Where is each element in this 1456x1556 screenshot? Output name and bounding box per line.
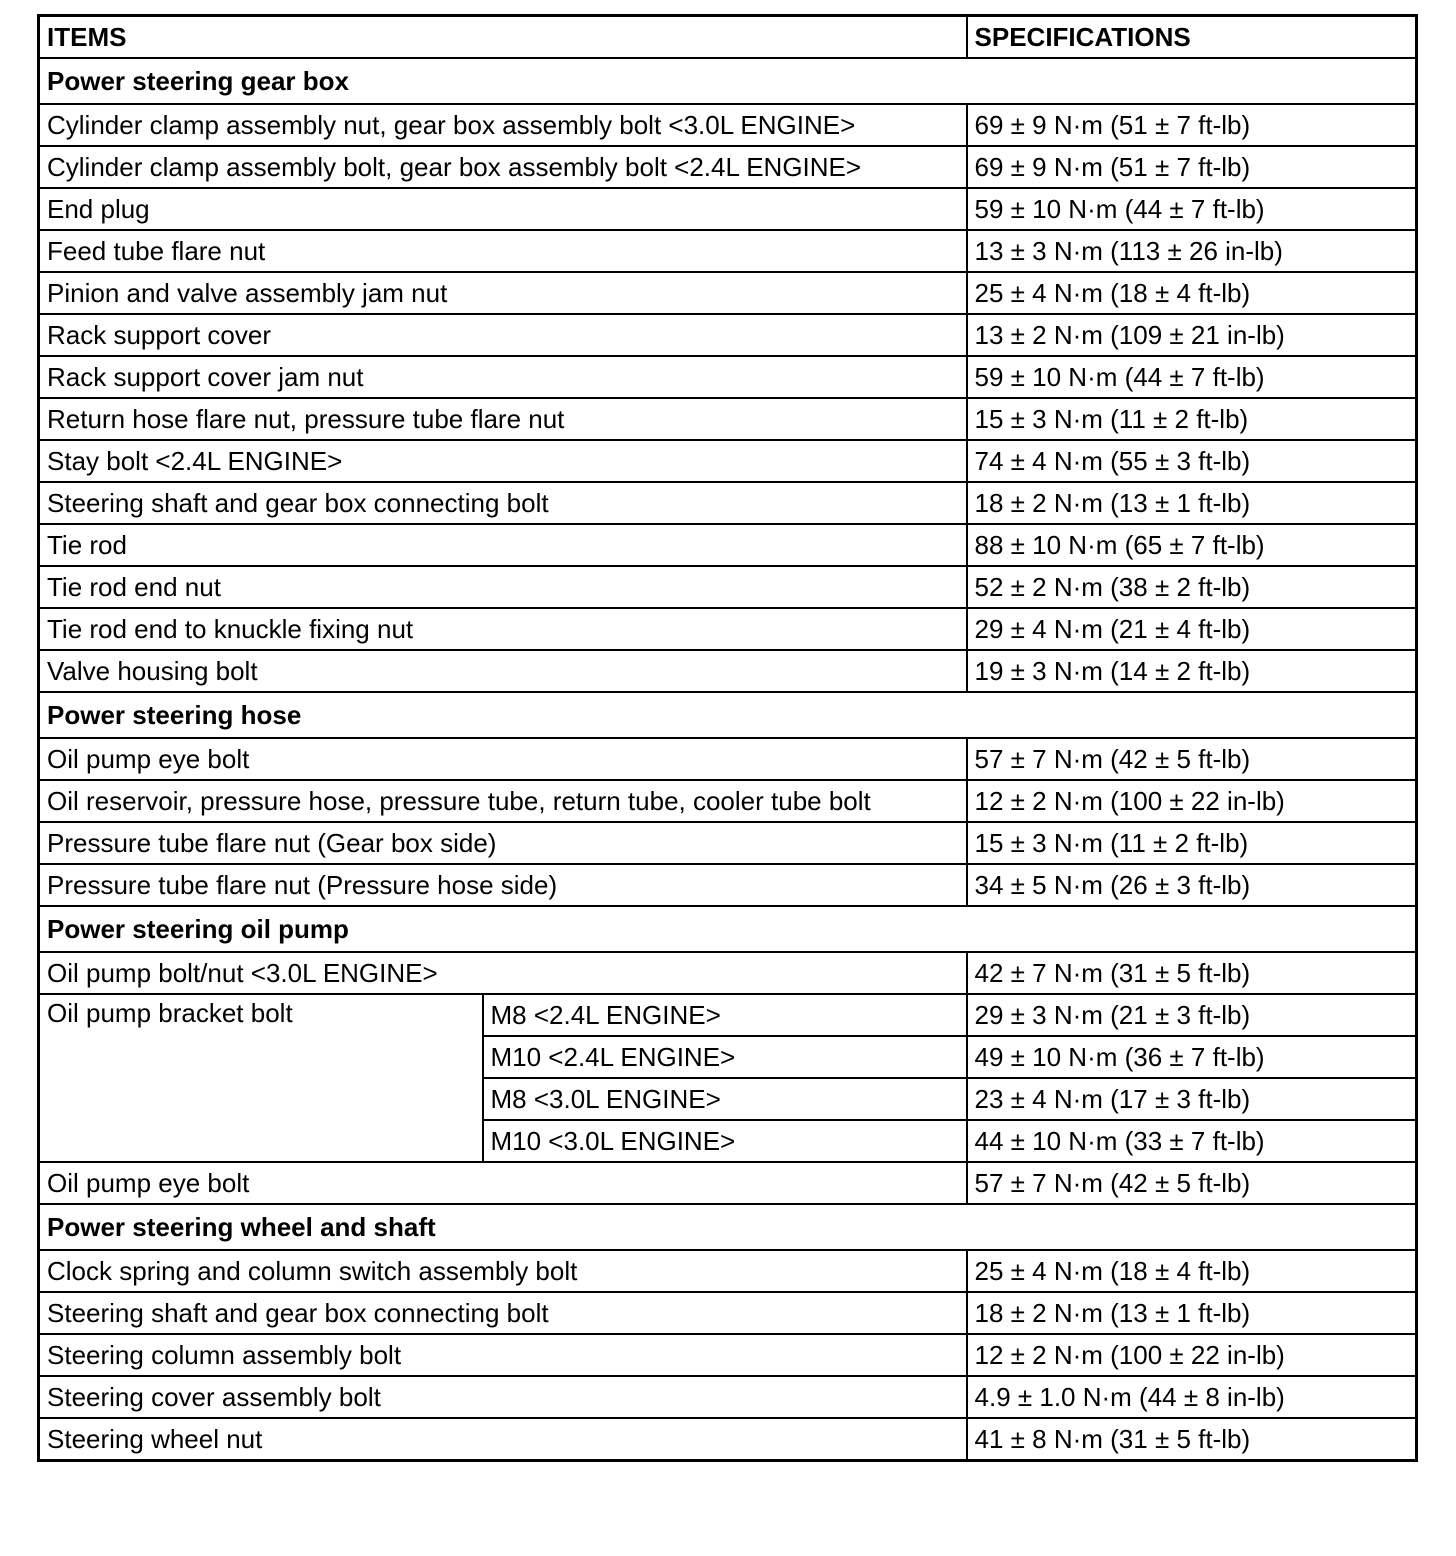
table-row bbox=[39, 994, 1417, 1036]
item-cell: Return hose flare nut, pressure tube flare nut bbox=[39, 398, 967, 440]
spec-cell: 42 ± 7 N·m (31 ± 5 ft-lb) bbox=[967, 952, 1417, 994]
torque-spec-table bbox=[37, 14, 1418, 1462]
spec-cell: 69 ± 9 N·m (51 ± 7 ft-lb) bbox=[967, 104, 1417, 146]
table-row bbox=[39, 566, 1417, 608]
spec-cell: 15 ± 3 N·m (11 ± 2 ft-lb) bbox=[967, 398, 1417, 440]
item-cell: Steering cover assembly bolt bbox=[39, 1376, 967, 1418]
section-row bbox=[39, 58, 1417, 104]
header-row bbox=[39, 16, 1417, 59]
spec-cell: 44 ± 10 N·m (33 ± 7 ft-lb) bbox=[967, 1120, 1417, 1162]
section-title: Power steering gear box bbox=[39, 58, 1417, 104]
spec-cell: 69 ± 9 N·m (51 ± 7 ft-lb) bbox=[967, 146, 1417, 188]
spec-cell: 34 ± 5 N·m (26 ± 3 ft-lb) bbox=[967, 864, 1417, 906]
item-cell: End plug bbox=[39, 188, 967, 230]
table-row bbox=[39, 608, 1417, 650]
spec-cell: 13 ± 2 N·m (109 ± 21 in-lb) bbox=[967, 314, 1417, 356]
bracket-size-cell: M8 <3.0L ENGINE> bbox=[483, 1078, 967, 1120]
spec-cell: 57 ± 7 N·m (42 ± 5 ft-lb) bbox=[967, 1162, 1417, 1204]
item-cell: Clock spring and column switch assembly bolt bbox=[39, 1250, 967, 1292]
section-title: Power steering hose bbox=[39, 692, 1417, 738]
table-row bbox=[39, 780, 1417, 822]
spec-cell: 29 ± 4 N·m (21 ± 4 ft-lb) bbox=[967, 608, 1417, 650]
spec-cell: 18 ± 2 N·m (13 ± 1 ft-lb) bbox=[967, 1292, 1417, 1334]
items-header: ITEMS bbox=[39, 16, 967, 59]
table-row bbox=[39, 524, 1417, 566]
table-row bbox=[39, 1376, 1417, 1418]
spec-cell: 74 ± 4 N·m (55 ± 3 ft-lb) bbox=[967, 440, 1417, 482]
spec-cell: 13 ± 3 N·m (113 ± 26 in-lb) bbox=[967, 230, 1417, 272]
table-row bbox=[39, 272, 1417, 314]
item-cell: Stay bolt <2.4L ENGINE> bbox=[39, 440, 967, 482]
section-row bbox=[39, 1204, 1417, 1250]
spec-cell: 88 ± 10 N·m (65 ± 7 ft-lb) bbox=[967, 524, 1417, 566]
spec-cell: 59 ± 10 N·m (44 ± 7 ft-lb) bbox=[967, 356, 1417, 398]
item-cell: Steering wheel nut bbox=[39, 1418, 967, 1461]
spec-cell: 25 ± 4 N·m (18 ± 4 ft-lb) bbox=[967, 272, 1417, 314]
item-cell: Oil reservoir, pressure hose, pressure tube, return tube, cooler tube bolt bbox=[39, 780, 967, 822]
spec-cell: 25 ± 4 N·m (18 ± 4 ft-lb) bbox=[967, 1250, 1417, 1292]
item-cell: Tie rod end to knuckle fixing nut bbox=[39, 608, 967, 650]
spec-cell: 15 ± 3 N·m (11 ± 2 ft-lb) bbox=[967, 822, 1417, 864]
item-cell: Oil pump bolt/nut <3.0L ENGINE> bbox=[39, 952, 967, 994]
item-cell: Rack support cover bbox=[39, 314, 967, 356]
bracket-size-cell: M10 <3.0L ENGINE> bbox=[483, 1120, 967, 1162]
table-row bbox=[39, 314, 1417, 356]
spec-cell: 41 ± 8 N·m (31 ± 5 ft-lb) bbox=[967, 1418, 1417, 1461]
table-row bbox=[39, 1292, 1417, 1334]
table-row bbox=[39, 104, 1417, 146]
spec-cell: 19 ± 3 N·m (14 ± 2 ft-lb) bbox=[967, 650, 1417, 692]
spec-cell: 49 ± 10 N·m (36 ± 7 ft-lb) bbox=[967, 1036, 1417, 1078]
item-cell: Rack support cover jam nut bbox=[39, 356, 967, 398]
spec-cell: 12 ± 2 N·m (100 ± 22 in-lb) bbox=[967, 780, 1417, 822]
table-row bbox=[39, 1250, 1417, 1292]
item-cell: Steering shaft and gear box connecting bolt bbox=[39, 1292, 967, 1334]
table-row bbox=[39, 738, 1417, 780]
table-row bbox=[39, 650, 1417, 692]
spec-cell: 12 ± 2 N·m (100 ± 22 in-lb) bbox=[967, 1334, 1417, 1376]
spec-cell: 4.9 ± 1.0 N·m (44 ± 8 in-lb) bbox=[967, 1376, 1417, 1418]
table-row bbox=[39, 822, 1417, 864]
item-cell: Cylinder clamp assembly bolt, gear box assembly bolt <2.4L ENGINE> bbox=[39, 146, 967, 188]
item-cell: Oil pump eye bolt bbox=[39, 738, 967, 780]
table-row bbox=[39, 864, 1417, 906]
item-cell: Tie rod end nut bbox=[39, 566, 967, 608]
item-cell: Steering column assembly bolt bbox=[39, 1334, 967, 1376]
section-title: Power steering oil pump bbox=[39, 906, 1417, 952]
item-cell: Oil pump eye bolt bbox=[39, 1162, 967, 1204]
section-title: Power steering wheel and shaft bbox=[39, 1204, 1417, 1250]
table-row bbox=[39, 1418, 1417, 1461]
table-row bbox=[39, 356, 1417, 398]
table-row bbox=[39, 482, 1417, 524]
spec-cell: 18 ± 2 N·m (13 ± 1 ft-lb) bbox=[967, 482, 1417, 524]
item-cell: Valve housing bolt bbox=[39, 650, 967, 692]
spec-cell: 59 ± 10 N·m (44 ± 7 ft-lb) bbox=[967, 188, 1417, 230]
item-cell: Cylinder clamp assembly nut, gear box assembly bolt <3.0L ENGINE> bbox=[39, 104, 967, 146]
table-row bbox=[39, 146, 1417, 188]
spec-cell: 23 ± 4 N·m (17 ± 3 ft-lb) bbox=[967, 1078, 1417, 1120]
spec-cell: 29 ± 3 N·m (21 ± 3 ft-lb) bbox=[967, 994, 1417, 1036]
bracket-item-cell: Oil pump bracket bolt bbox=[39, 994, 483, 1162]
spec-cell: 52 ± 2 N·m (38 ± 2 ft-lb) bbox=[967, 566, 1417, 608]
item-cell: Pressure tube flare nut (Pressure hose side) bbox=[39, 864, 967, 906]
item-cell: Steering shaft and gear box connecting bolt bbox=[39, 482, 967, 524]
specifications-header: SPECIFICATIONS bbox=[967, 16, 1417, 59]
table-row bbox=[39, 398, 1417, 440]
section-row bbox=[39, 906, 1417, 952]
spec-cell: 57 ± 7 N·m (42 ± 5 ft-lb) bbox=[967, 738, 1417, 780]
table-row bbox=[39, 230, 1417, 272]
table-row bbox=[39, 1162, 1417, 1204]
item-cell: Tie rod bbox=[39, 524, 967, 566]
table-row bbox=[39, 188, 1417, 230]
table-row bbox=[39, 1334, 1417, 1376]
item-cell: Pressure tube flare nut (Gear box side) bbox=[39, 822, 967, 864]
item-cell: Feed tube flare nut bbox=[39, 230, 967, 272]
table-row bbox=[39, 440, 1417, 482]
bracket-size-cell: M10 <2.4L ENGINE> bbox=[483, 1036, 967, 1078]
section-row bbox=[39, 692, 1417, 738]
bracket-size-cell: M8 <2.4L ENGINE> bbox=[483, 994, 967, 1036]
item-cell: Pinion and valve assembly jam nut bbox=[39, 272, 967, 314]
table-row bbox=[39, 952, 1417, 994]
